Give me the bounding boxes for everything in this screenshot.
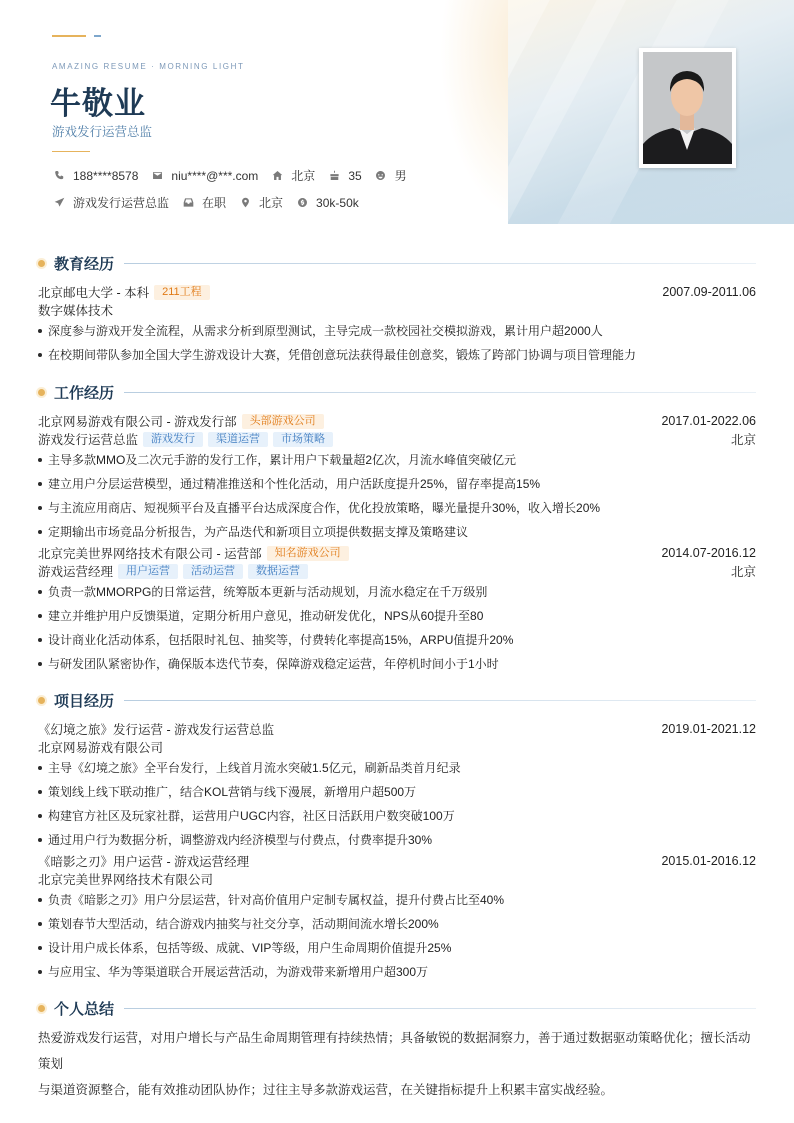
section-dot xyxy=(38,389,45,396)
skill-tag: 用户运营 xyxy=(118,564,178,579)
job-city: 北京 xyxy=(730,565,756,579)
project-bullets xyxy=(38,888,756,984)
age-text: 35 xyxy=(348,168,362,183)
major-text: 数字媒体技术 xyxy=(38,304,114,318)
gender-text: 男 xyxy=(394,169,407,183)
section-header xyxy=(38,253,756,273)
cake-icon xyxy=(327,169,341,183)
project-period: 2019.01-2021.12 xyxy=(661,722,756,736)
job-entry xyxy=(38,412,756,430)
job-city: 北京 xyxy=(730,433,756,447)
age-item xyxy=(327,169,361,183)
mail-icon xyxy=(150,169,164,183)
candidate-title: 游戏发行运营总监 xyxy=(52,125,153,139)
school-name: 北京邮电大学 - 本科 xyxy=(38,286,150,300)
email-text: niu****@***.com xyxy=(171,168,259,183)
project-entry xyxy=(38,852,756,870)
section-title: 个人总结 xyxy=(54,1000,115,1018)
role-left xyxy=(38,562,308,580)
company-tag: 头部游戏公司 xyxy=(242,414,324,429)
role-title: 游戏运营经理 xyxy=(38,565,114,579)
role-left xyxy=(38,430,333,448)
major-line xyxy=(38,301,756,319)
section-dot xyxy=(38,260,45,267)
candidate-name: 牛敬业 xyxy=(50,86,146,121)
list-item: 通过用户行为数据分析，调整游戏内经济模型与付费点，付费率提升30% xyxy=(38,828,756,852)
position-item xyxy=(52,194,169,211)
portrait-image xyxy=(643,52,732,164)
education-section xyxy=(38,253,756,367)
skill-tag: 活动运营 xyxy=(183,564,243,579)
section-header xyxy=(38,998,756,1018)
company-name: 北京网易游戏有限公司 - 游戏发行部 xyxy=(38,415,237,429)
company-tag: 知名游戏公司 xyxy=(267,546,349,561)
city-text: 北京 xyxy=(291,169,316,183)
phone-item xyxy=(52,169,138,183)
project-company: 北京网易游戏有限公司 xyxy=(38,741,164,755)
education-entry xyxy=(38,283,756,301)
pin-icon xyxy=(238,196,252,210)
work-section xyxy=(38,382,756,676)
project-entry xyxy=(38,720,756,738)
title-divider xyxy=(52,151,90,152)
project-name: 《幻境之旅》发行运营 - 游戏发行运营总监 xyxy=(38,723,275,737)
email-item xyxy=(150,169,258,183)
skill-tag: 游戏发行 xyxy=(143,432,203,447)
role-line xyxy=(38,430,756,448)
project-company-line xyxy=(38,870,756,888)
position-text: 游戏发行运营总监 xyxy=(73,196,170,210)
list-item: 定期输出市场竞品分析报告，为产品迭代和新项目立项提供数据支撑及策略建议 xyxy=(38,520,756,544)
section-rule xyxy=(124,700,756,701)
home-icon xyxy=(270,169,284,183)
skill-tag: 市场策略 xyxy=(273,432,333,447)
summary-text xyxy=(38,1025,756,1103)
accent-line-gold xyxy=(52,35,86,37)
list-item: 设计用户成长体系，包括等级、成就、VIP等级，用户生命周期价值提升25% xyxy=(38,936,756,960)
location-item xyxy=(238,194,283,211)
location-text: 北京 xyxy=(259,196,284,210)
summary-line: 与渠道资源整合，能有效推动团队协作；过往主导多款游戏运营，在关键指标提升上积累丰富实战经验。 xyxy=(38,1083,614,1097)
job-entry xyxy=(38,544,756,562)
list-item: 深度参与游戏开发全流程，从需求分析到原型测试，主导完成一款校园社交模拟游戏，累计用户超2000人 xyxy=(38,319,756,343)
intent-row xyxy=(52,194,371,211)
contact-row xyxy=(52,167,419,184)
job-bullets xyxy=(38,580,756,676)
skill-tag: 数据运营 xyxy=(248,564,308,579)
job-period: 2014.07-2016.12 xyxy=(661,546,756,560)
profile-photo xyxy=(643,52,732,164)
list-item: 负责一款MMORPG的日常运营，统筹版本更新与活动规划，月流水稳定在千万级别 xyxy=(38,580,756,604)
skill-tag: 渠道运营 xyxy=(208,432,268,447)
phone-icon xyxy=(52,169,66,183)
section-rule xyxy=(124,1008,756,1009)
accent-lines xyxy=(52,35,101,37)
project-name: 《暗影之刃》用户运营 - 游戏运营经理 xyxy=(38,855,250,869)
education-bullets xyxy=(38,319,756,367)
section-rule xyxy=(124,263,756,264)
list-item: 设计商业化活动体系，包括限时礼包、抽奖等，付费转化率提高15%，ARPU值提升20% xyxy=(38,628,756,652)
education-period: 2007.09-2011.06 xyxy=(662,285,756,299)
city-item xyxy=(270,167,315,184)
section-dot xyxy=(38,697,45,704)
list-item: 负责《暗影之刃》用户分层运营，针对高价值用户定制专属权益，提升付费占比至40% xyxy=(38,888,756,912)
status-item xyxy=(181,194,226,211)
project-period: 2015.01-2016.12 xyxy=(661,854,756,868)
summary-section xyxy=(38,998,756,1103)
projects-section xyxy=(38,690,756,984)
phone-text: 188****8578 xyxy=(73,168,139,183)
role-line xyxy=(38,562,756,580)
job-left xyxy=(38,544,349,562)
list-item: 构建官方社区及玩家社群，运营用户UGC内容，社区日活跃用户数突破100万 xyxy=(38,804,756,828)
salary-item xyxy=(295,196,359,210)
education-left xyxy=(38,283,210,301)
profile-photo-frame xyxy=(639,48,736,168)
list-item: 与主流应用商店、短视频平台及直播平台达成深度合作，优化投放策略，曝光量提升30%，收入增长20% xyxy=(38,496,756,520)
list-item: 主导多款MMO及二次元手游的发行工作，累计用户下载量超2亿次，月流水峰值突破亿元 xyxy=(38,448,756,472)
list-item: 在校期间带队参加全国大学生游戏设计大赛，凭借创意玩法获得最佳创意奖，锻炼了跨部门协调与项目管理能力 xyxy=(38,343,756,367)
section-header xyxy=(38,690,756,710)
resume-tagline: AMAZING RESUME · MORNING LIGHT xyxy=(52,62,245,71)
section-rule xyxy=(124,392,756,393)
send-icon xyxy=(52,196,66,210)
list-item: 与应用宝、华为等渠道联合开展运营活动，为游戏带来新增用户超300万 xyxy=(38,960,756,984)
section-dot xyxy=(38,1005,45,1012)
summary-line: 热爱游戏发行运营，对用户增长与产品生命周期管理有持续热情；具备敏锐的数据洞察力，善于通过数据驱动策略优化；擅长活动策划 xyxy=(38,1031,751,1071)
status-text: 在职 xyxy=(202,196,227,210)
project-bullets xyxy=(38,756,756,852)
role-title: 游戏发行运营总监 xyxy=(38,433,139,447)
project-company-line xyxy=(38,738,756,756)
smile-icon xyxy=(374,169,388,183)
list-item: 策划春节大型活动，结合游戏内抽奖与社交分享，活动期间流水增长200% xyxy=(38,912,756,936)
inbox-icon xyxy=(181,196,195,210)
list-item: 策划线上线下联动推广，结合KOL营销与线下漫展，新增用户超500万 xyxy=(38,780,756,804)
list-item: 主导《幻境之旅》全平台发行，上线首月流水突破1.5亿元，刷新品类首月纪录 xyxy=(38,756,756,780)
list-item: 建立并维护用户反馈渠道，定期分析用户意见，推动研发优化，NPS从60提升至80 xyxy=(38,604,756,628)
job-bullets xyxy=(38,448,756,544)
section-title: 工作经历 xyxy=(54,384,115,402)
job-period: 2017.01-2022.06 xyxy=(661,414,756,428)
project-company: 北京完美世界网络技术有限公司 xyxy=(38,873,214,887)
section-header xyxy=(38,382,756,402)
list-item: 建立用户分层运营模型，通过精准推送和个性化活动，用户活跃度提升25%，留存率提高15% xyxy=(38,472,756,496)
gender-item xyxy=(374,167,407,184)
section-title: 项目经历 xyxy=(54,692,115,710)
accent-line-blue xyxy=(94,35,101,37)
list-item: 与研发团队紧密协作，确保版本迭代节奏，保障游戏稳定运营，年停机时间小于1小时 xyxy=(38,652,756,676)
section-title: 教育经历 xyxy=(54,255,115,273)
salary-text: 30k-50k xyxy=(316,195,359,210)
company-name: 北京完美世界网络技术有限公司 - 运营部 xyxy=(38,547,262,561)
resume-header xyxy=(0,0,794,224)
school-tag: 211工程 xyxy=(154,285,210,300)
coin-icon xyxy=(295,196,309,210)
job-left xyxy=(38,412,324,430)
